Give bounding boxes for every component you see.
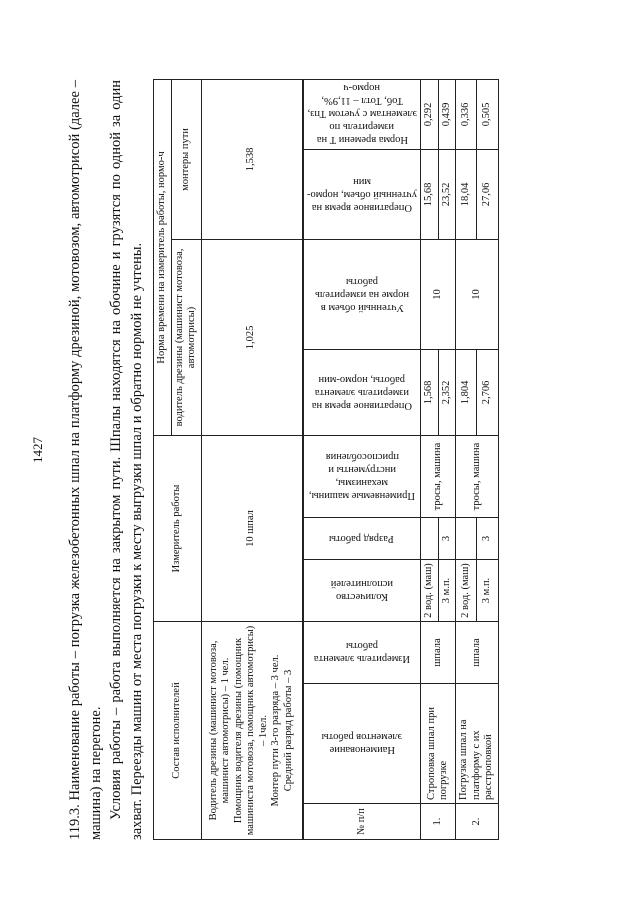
- row-num: 1.: [421, 804, 456, 840]
- row-grade: 3: [438, 518, 456, 560]
- row-grade: [456, 518, 477, 560]
- header-norm: Норма времени на измеритель работы, нормо-ч: [154, 79, 172, 435]
- header-unit: Измеритель работы: [154, 435, 202, 621]
- staff-line: Средний разряд работы – 3: [282, 669, 294, 792]
- col-header-norm-t: Норма времени Т на измеритель по элементам с учетом Тпз, Тоб, Тотл – 11,9%, нормо-ч: [303, 79, 421, 149]
- row-unit: шпала: [456, 622, 499, 684]
- header-drivers: водитель дрезины (машинист мотовоза, автомотрисы): [171, 239, 201, 435]
- row-unit: шпала: [421, 622, 456, 684]
- norm-trackmen: 1,538: [201, 79, 303, 239]
- header-trackmen: монтеры пути: [171, 79, 201, 239]
- row-num: 2.: [456, 804, 499, 840]
- staff-line: Водитель дрезины (машинист мотовоза, машинист автомотрисы) – 1 чел.: [207, 640, 232, 821]
- staff-cell: [201, 622, 303, 840]
- col-header-name: Наименование элементов работы: [303, 684, 421, 804]
- row-usual-volume: 10: [421, 239, 456, 349]
- row-name: Строповка шпал при погрузке: [421, 684, 456, 804]
- staff-line: Монтер пути 3-го разряда – 3 чел.: [270, 654, 282, 807]
- row-machines: тросы, машина: [421, 435, 456, 517]
- row-op-time-vol: 18,04: [456, 149, 477, 239]
- row-norm-t: 0,336: [456, 79, 477, 149]
- row-workers: 3 м.п.: [477, 560, 498, 622]
- intro-conditions-paragraph: Условия работы – работа выполняется на закрытом пути. Шпалы находятся на обочине и грузятся по одной за один захват. Переезды машин от места погрузки к месту выгрузки шпал и обратно нормой не учтены.: [108, 80, 145, 840]
- row-workers: 2 вод. (маш): [421, 560, 439, 622]
- col-header-grade: Разряд работы: [303, 518, 421, 560]
- page-number: 1427: [30, 437, 45, 463]
- row-op-time: 2,706: [477, 349, 498, 435]
- col-header-op-time-vol: Оперативное время на учтенный объем, нормо-мин: [303, 149, 421, 239]
- row-op-time: 2,352: [438, 349, 456, 435]
- row-usual-volume: 10: [456, 239, 499, 349]
- rotated-page-content: [65, 80, 575, 840]
- row-op-time-vol: 23,52: [438, 149, 456, 239]
- row-grade: 3: [477, 518, 498, 560]
- col-header-usual-volume: Учтенный объем в норме на измеритель работы: [303, 239, 421, 349]
- row-op-time-vol: 27,06: [477, 149, 498, 239]
- unit-value: 10 шпал: [201, 435, 303, 621]
- row-norm-t: 0,439: [438, 79, 456, 149]
- row-workers: 3 м.п.: [438, 560, 456, 622]
- header-staff: Состав исполнителей: [154, 622, 202, 840]
- staff-line: Помощник водителя дрезины (помощник машиниста мотовоза, помощник автомотрисы) – 1чел.: [232, 625, 269, 836]
- col-header-unit: Измеритель элемента работы: [303, 622, 421, 684]
- norm-drivers: 1,025: [201, 239, 303, 435]
- intro-title-paragraph: 119.3. Наименование работы – погрузка железобетонных шпал на платформу дрезиной, мотовозом, автомотрисой (далее – машина) на перегоне.: [67, 80, 104, 840]
- row-grade: [421, 518, 439, 560]
- norm-table: [153, 79, 499, 840]
- row-op-time: 1,804: [456, 349, 477, 435]
- row-op-time: 1,568: [421, 349, 439, 435]
- row-op-time-vol: 15,68: [421, 149, 439, 239]
- col-header-op-time: Оперативное время на измеритель элемента работы, нормо-мин: [303, 349, 421, 435]
- col-header-num: № п/п: [303, 804, 421, 840]
- intro-text: [65, 80, 147, 840]
- col-header-machines: Применяемые машины, механизмы, инструменты и приспособления: [303, 435, 421, 517]
- row-norm-t: 0,505: [477, 79, 498, 149]
- row-name: Погрузка шпал на платформу с их расстроповкой: [456, 684, 499, 804]
- row-machines: тросы, машина: [456, 435, 499, 517]
- row-workers: 2 вод. (маш): [456, 560, 477, 622]
- col-header-workers: Количество исполнителей: [303, 560, 421, 622]
- row-norm-t: 0,292: [421, 79, 439, 149]
